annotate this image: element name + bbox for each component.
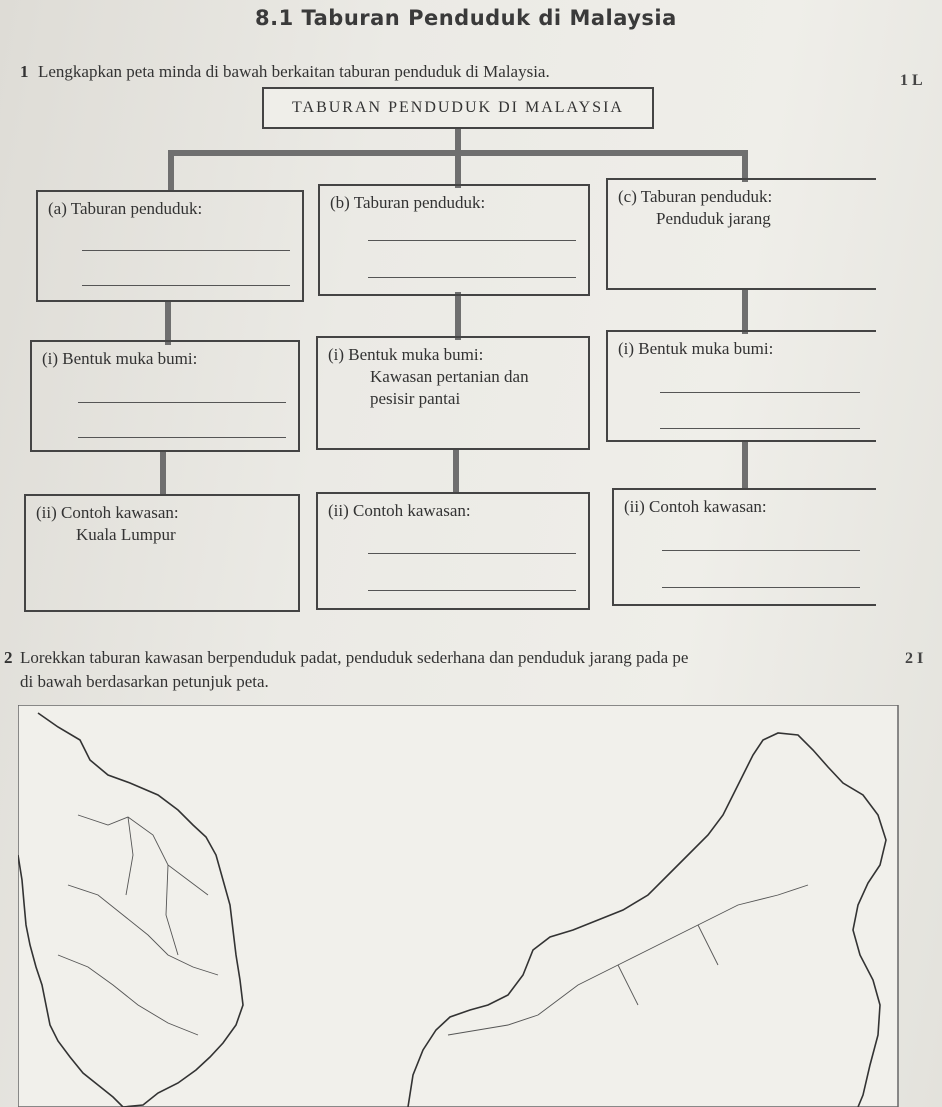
answer-line[interactable]: [368, 553, 576, 554]
section-title: 8.1 Taburan Penduduk di Malaysia: [255, 6, 677, 30]
answer-line[interactable]: [662, 587, 860, 588]
box-c-example-label: (ii) Contoh kawasan:: [624, 497, 767, 516]
answer-line[interactable]: [78, 437, 286, 438]
answer-line[interactable]: [660, 428, 860, 429]
connector-b-row2: [455, 292, 461, 340]
box-b-relief-value-1: Kawasan pertanian dan: [370, 367, 529, 386]
q2-number: 2: [4, 648, 13, 667]
connector-a-row2: [165, 300, 171, 345]
box-a-example-value: Kuala Lumpur: [76, 525, 176, 544]
box-b-example: [316, 492, 590, 610]
box-b-example-label: (ii) Contoh kawasan:: [328, 501, 471, 520]
connector-c-row2: [742, 288, 748, 334]
connector-a-row3: [160, 450, 166, 495]
box-c-relief-label: (i) Bentuk muka bumi:: [618, 339, 774, 358]
answer-line[interactable]: [82, 285, 290, 286]
box-c-distribution: [606, 178, 876, 290]
box-c-value: Penduduk jarang: [656, 209, 771, 228]
answer-line[interactable]: [660, 392, 860, 393]
map-frame: [18, 705, 898, 1107]
answer-line[interactable]: [662, 550, 860, 551]
answer-line[interactable]: [82, 250, 290, 251]
answer-line[interactable]: [78, 402, 286, 403]
box-b-relief-value-2: pesisir pantai: [370, 389, 461, 408]
box-c-label: (c) Taburan penduduk:: [618, 187, 773, 206]
q1-number: 1: [20, 62, 29, 81]
box-a-relief: [30, 340, 300, 452]
connector-c-row3: [742, 440, 748, 488]
q2-text-line1: Lorekkan taburan kawasan berpenduduk padat, penduduk sederhana dan penduduk jarang pada pe: [20, 648, 689, 667]
box-a-example-label: (ii) Contoh kawasan:: [36, 503, 179, 522]
box-b-relief-label: (i) Bentuk muka bumi:: [328, 345, 484, 364]
box-b-relief: [316, 336, 590, 450]
malaysia-outline-map[interactable]: [18, 705, 920, 1107]
mindmap-title: TABURAN PENDUDUK DI MALAYSIA: [262, 87, 654, 129]
box-c-relief: [606, 330, 876, 442]
q1-text: Lengkapkan peta minda di bawah berkaitan taburan penduduk di Malaysia.: [38, 62, 550, 81]
box-c-example: [612, 488, 876, 606]
q2-text-line2: di bawah berdasarkan petunjuk peta.: [20, 672, 269, 691]
connector-col-a: [168, 150, 174, 192]
q2-margin-mark: 2 I: [905, 650, 924, 667]
box-a-relief-label: (i) Bentuk muka bumi:: [42, 349, 198, 368]
answer-line[interactable]: [368, 590, 576, 591]
box-a-label: (a) Taburan penduduk:: [48, 199, 203, 218]
answer-line[interactable]: [368, 277, 576, 278]
q1-margin-mark: 1 L: [900, 72, 923, 89]
box-b-label: (b) Taburan penduduk:: [330, 193, 486, 212]
box-a-example: [24, 494, 300, 612]
answer-line[interactable]: [368, 240, 576, 241]
connector-col-b: [455, 150, 461, 188]
connector-b-row3: [453, 448, 459, 492]
